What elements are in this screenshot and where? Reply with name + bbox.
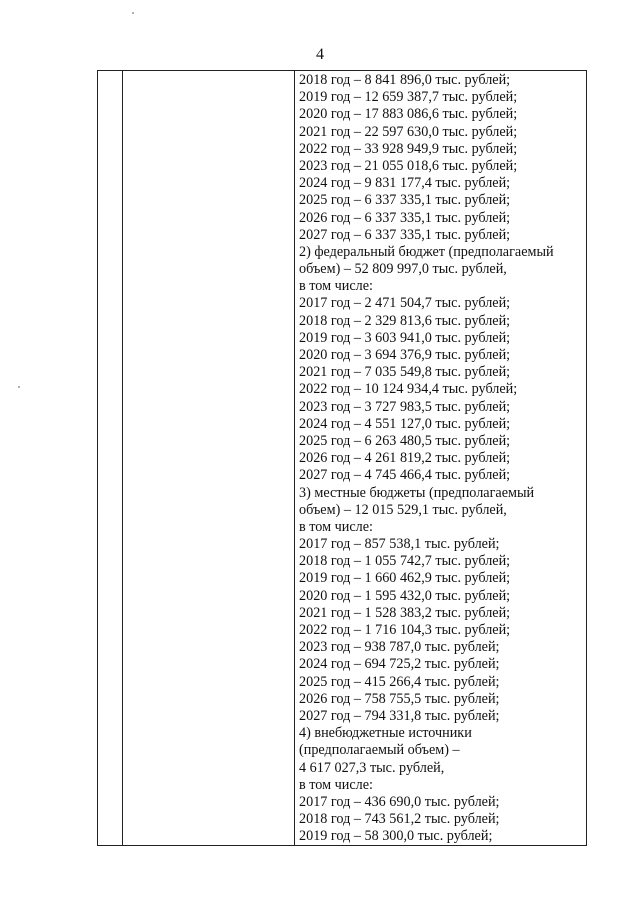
funding-text-line: 2017 год – 436 690,0 тыс. рублей; — [299, 793, 500, 810]
funding-text-line: 4) внебюджетные источники — [299, 725, 472, 742]
funding-text-line: 2020 год – 17 883 086,6 тыс. рублей; — [299, 106, 518, 123]
funding-text-line: 2027 год – 6 337 335,1 тыс. рублей; — [299, 226, 511, 243]
funding-text-line: 2017 год – 857 538,1 тыс. рублей; — [299, 536, 500, 553]
funding-text-line: 2018 год – 743 561,2 тыс. рублей; — [299, 811, 500, 828]
funding-text-line: 2) федеральный бюджет (предполагаемый — [299, 243, 554, 260]
funding-cell-text — [299, 72, 581, 845]
scan-speck — [132, 12, 134, 14]
funding-text-line: (предполагаемый объем) – — [299, 742, 460, 759]
funding-text-line: 2019 год – 58 300,0 тыс. рублей; — [299, 828, 493, 845]
funding-text-line: 2021 год – 1 528 383,2 тыс. рублей; — [299, 604, 511, 621]
funding-text-line: 2022 год – 10 124 934,4 тыс. рублей; — [299, 381, 518, 398]
funding-text-line: 2023 год – 3 727 983,5 тыс. рублей; — [299, 398, 511, 415]
funding-text-line: 2020 год – 1 595 432,0 тыс. рублей; — [299, 587, 511, 604]
funding-text-line: 2018 год – 8 841 896,0 тыс. рублей; — [299, 72, 511, 88]
funding-text-line: в том числе: — [299, 278, 373, 295]
funding-text-line: 2025 год – 6 263 480,5 тыс. рублей; — [299, 432, 511, 449]
funding-text-line: 2026 год – 6 337 335,1 тыс. рублей; — [299, 209, 511, 226]
funding-text-line: 2017 год – 2 471 504,7 тыс. рублей; — [299, 295, 511, 312]
funding-text-line: 2024 год – 694 725,2 тыс. рублей; — [299, 656, 500, 673]
funding-text-line: 2027 год – 4 745 466,4 тыс. рублей; — [299, 467, 511, 484]
funding-text-line: 2023 год – 21 055 018,6 тыс. рублей; — [299, 157, 518, 174]
funding-text-line: 2021 год – 22 597 630,0 тыс. рублей; — [299, 123, 518, 140]
funding-text-line: 2026 год – 758 755,5 тыс. рублей; — [299, 690, 500, 707]
funding-text-line: 2023 год – 938 787,0 тыс. рублей; — [299, 639, 500, 656]
funding-text-line: 2024 год – 9 831 177,4 тыс. рублей; — [299, 175, 511, 192]
page-number: 4 — [316, 46, 324, 63]
funding-text-line: 2021 год – 7 035 549,8 тыс. рублей; — [299, 364, 511, 381]
funding-text-line: 2025 год – 415 266,4 тыс. рублей; — [299, 673, 500, 690]
funding-text-line: 2022 год – 1 716 104,3 тыс. рублей; — [299, 622, 511, 638]
funding-text-line: 2026 год – 4 261 819,2 тыс. рублей; — [299, 450, 511, 467]
funding-text-line: 2027 год – 794 331,8 тыс. рублей; — [299, 707, 500, 724]
funding-text-line: 2018 год – 2 329 813,6 тыс. рублей; — [299, 312, 511, 329]
funding-text-line: 2025 год – 6 337 335,1 тыс. рублей; — [299, 192, 511, 209]
funding-text-line: 2019 год – 3 603 941,0 тыс. рублей; — [299, 329, 511, 346]
funding-text-line: 2018 год – 1 055 742,7 тыс. рублей; — [299, 553, 511, 570]
funding-text-line: в том числе: — [299, 518, 373, 535]
funding-text-line: в том числе: — [299, 776, 373, 793]
scan-speck — [18, 386, 20, 388]
funding-text-line: 3) местные бюджеты (предполагаемый — [299, 484, 535, 501]
funding-text-line: 2019 год – 1 660 462,9 тыс. рублей; — [299, 570, 511, 587]
funding-text-line: 2024 год – 4 551 127,0 тыс. рублей; — [299, 415, 511, 432]
table-column-divider — [294, 71, 295, 845]
funding-text-line: объем) – 12 015 529,1 тыс. рублей, — [299, 501, 507, 518]
funding-text-line: 4 617 027,3 тыс. рублей, — [299, 759, 445, 776]
funding-text-line: 2019 год – 12 659 387,7 тыс. рублей; — [299, 89, 518, 106]
funding-text-line: 2022 год – 33 928 949,9 тыс. рублей; — [299, 140, 518, 157]
table-column-divider — [122, 71, 123, 845]
funding-text-line: 2020 год – 3 694 376,9 тыс. рублей; — [299, 347, 511, 363]
funding-text-line: объем) – 52 809 997,0 тыс. рублей, — [299, 261, 507, 278]
